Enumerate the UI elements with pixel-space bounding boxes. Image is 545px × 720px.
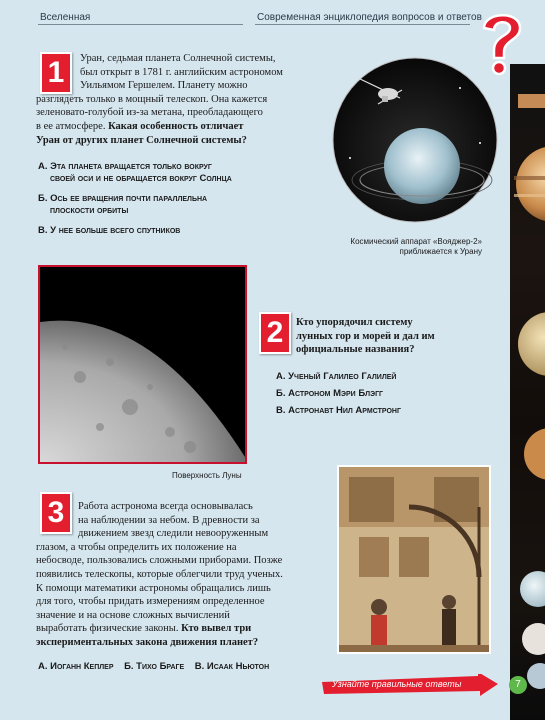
answer-2c[interactable] bbox=[276, 405, 401, 417]
question-2-prompt bbox=[296, 316, 506, 357]
question-3-text bbox=[36, 500, 336, 650]
answer-text: Астроном Мэри Блэгг bbox=[288, 388, 384, 399]
text-line: Уран, седьмая планета Солнечной системы, bbox=[80, 53, 276, 64]
astronomer-engraving bbox=[337, 465, 491, 654]
answer-label: В. bbox=[276, 405, 286, 416]
text-line: Работа астронома всегда основывалась bbox=[78, 501, 253, 512]
text-line: на наблюдении за небом. В древности за bbox=[78, 514, 260, 526]
engraving-illustration bbox=[339, 467, 489, 652]
text-line: К помощи математики астрономы обращались лишь bbox=[36, 582, 271, 594]
caption-line: Космический аппарат «Вояджер-2» bbox=[350, 237, 482, 246]
answer-text: плоскости орбиты bbox=[50, 205, 129, 216]
section-title: Вселенная bbox=[40, 12, 91, 23]
text-line: значение и на основе сложных вычислений bbox=[36, 609, 230, 621]
text-line: небосводе, пользовались сложными приборами. Позже bbox=[36, 555, 283, 567]
uranus-voyager-image bbox=[330, 48, 500, 233]
question-number-2: 2 bbox=[259, 312, 291, 354]
question-number-1: 1 bbox=[40, 52, 72, 94]
moon-surface-photo bbox=[38, 265, 247, 464]
answer-text: Эта планета вращается только вокруг bbox=[50, 161, 212, 172]
answer-text: своей оси и не обращается вокруг Солнца bbox=[50, 173, 232, 184]
text-line: движением звезд следили невооруженным bbox=[78, 528, 269, 540]
answer-1a[interactable] bbox=[38, 161, 232, 185]
caption-line: приближается к Урану bbox=[399, 247, 482, 256]
page-number: 7 bbox=[509, 676, 527, 694]
answer-3b[interactable] bbox=[124, 661, 184, 672]
text-line: выработать физические законы. bbox=[36, 623, 179, 635]
header-rule-left bbox=[38, 24, 243, 25]
text-line: зеленовато-голубой из-за метана, преобладающего bbox=[36, 107, 263, 119]
answer-label: А. bbox=[38, 661, 48, 672]
answer-2b[interactable] bbox=[276, 388, 383, 400]
voyager-caption bbox=[342, 237, 482, 257]
question-3-prompt: Кто вывел три bbox=[181, 623, 252, 635]
text-line: в ее атмосфере. bbox=[36, 120, 106, 132]
answer-label: В. bbox=[38, 225, 48, 236]
answer-text: У нее больше всего спутников bbox=[50, 225, 181, 236]
question-1-text bbox=[36, 52, 326, 147]
answer-text: Иоганн Кеплер bbox=[50, 661, 114, 672]
answer-2a[interactable] bbox=[276, 371, 396, 383]
answer-label: Б. bbox=[124, 661, 134, 672]
text-line: разглядеть только в мощный телескоп. Она кажется bbox=[36, 93, 268, 105]
answer-text: Тихо Браге bbox=[136, 661, 185, 672]
answer-text: Ученый Галилео Галилей bbox=[288, 371, 397, 382]
answer-label: А. bbox=[276, 371, 286, 382]
answer-3c[interactable] bbox=[195, 661, 269, 672]
answer-label: Б. bbox=[38, 193, 48, 204]
text-line: был открыт в 1781 г. английским астрономом bbox=[80, 66, 283, 78]
question-1-prompt-end: Уран от других планет Солнечной системы? bbox=[36, 134, 247, 146]
text-line: для того, чтобы придать измерениям определенное bbox=[36, 596, 265, 608]
banner-label: Узнайте правильные ответы bbox=[332, 679, 462, 689]
planets-strip bbox=[510, 64, 545, 720]
answer-text: Исаак Ньютон bbox=[206, 661, 270, 672]
answer-label: В. bbox=[194, 661, 205, 672]
answer-label: А. bbox=[38, 161, 48, 172]
moon-caption: Поверхность Луны bbox=[172, 471, 242, 480]
question-line: лунных гор и морей и дал им bbox=[296, 330, 435, 342]
book-title: Современная энциклопедия вопросов и ответов bbox=[257, 12, 482, 23]
question-line: Кто упорядочил систему bbox=[296, 317, 413, 328]
answer-text: Астронавт Нил Армстронг bbox=[288, 405, 401, 416]
question-number-3: 3 bbox=[40, 492, 72, 534]
question-3-prompt-end: экспериментальных закона движения планет? bbox=[36, 636, 259, 648]
answer-label: Б. bbox=[276, 388, 286, 399]
answers-banner[interactable] bbox=[318, 674, 500, 696]
answer-1c[interactable] bbox=[38, 225, 180, 237]
text-line: глазом, а чтобы определить их положение на bbox=[36, 541, 237, 553]
answer-1b[interactable] bbox=[38, 193, 207, 217]
planets-illustration bbox=[510, 64, 545, 720]
answer-text: Ось ее вращения почти параллельна bbox=[50, 193, 208, 204]
text-line: появились телескопы, которые облегчили труд ученых. bbox=[36, 568, 283, 580]
moon-illustration bbox=[40, 267, 245, 462]
header-rule-right bbox=[255, 24, 470, 25]
question-1-prompt: Какая особенность отличает bbox=[108, 120, 244, 132]
question-line: официальные названия? bbox=[296, 344, 415, 356]
text-line: Уильямом Гершелем. Планету можно bbox=[80, 80, 248, 92]
answer-3-row bbox=[38, 661, 269, 673]
answer-3a[interactable] bbox=[38, 661, 114, 672]
